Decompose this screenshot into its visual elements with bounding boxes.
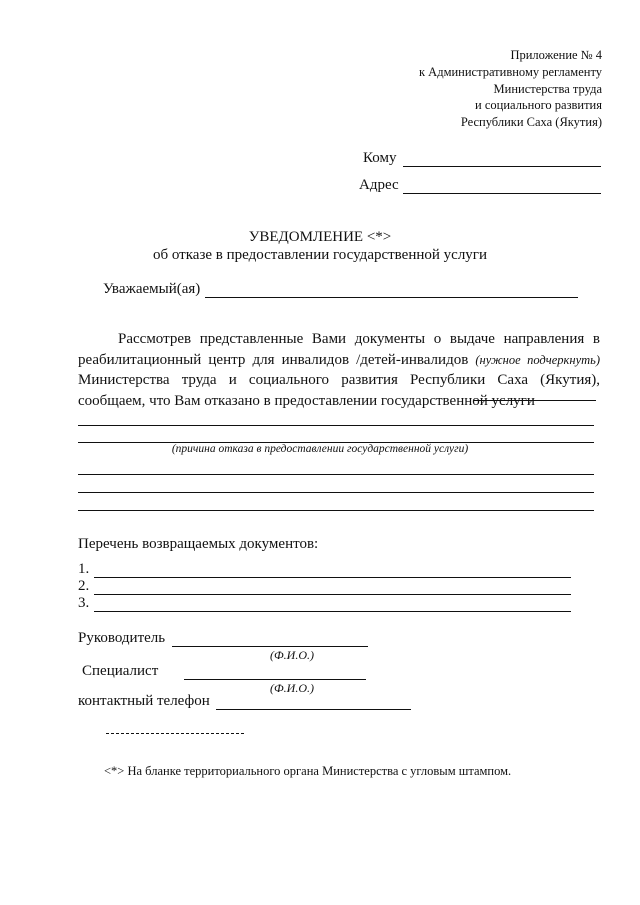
returned-docs-title: Перечень возвращаемых документов: [78,536,319,552]
head-fio-caption: (Ф.И.О.) [270,648,314,662]
appendix-header [419,47,602,131]
appendix-ministry-cont: и социального развития [475,98,602,113]
returned-doc-number: 1. [78,561,90,577]
footnote-text: <*> На бланке территориального органа Министерства с угловым штампом. [104,764,512,778]
body-paragraph [78,329,600,411]
address-label: Адрес [359,177,399,193]
appendix-number: Приложение № 4 [510,48,602,62]
to-field[interactable] [403,166,601,167]
specialist-name-field[interactable] [184,679,366,680]
footnote-separator [106,733,244,734]
returned-doc-field[interactable] [94,594,571,595]
greeting-label: Уважаемый(ая) [103,281,201,297]
document-title: УВЕДОМЛЕНИЕ <*> [248,229,392,245]
phone-label: контактный телефон [78,693,210,709]
address-field[interactable] [403,193,601,194]
body-italic-note: (нужное подчеркнуть) [475,352,600,367]
head-label: Руководитель [78,630,166,646]
recipient-name-field[interactable] [205,297,578,298]
body-text-part2: Министерства труда и социального развития Республики Саха (Якутия), сообщаем, что Вам отказано в предоставлении государственной услуги [78,372,600,409]
service-field[interactable] [474,400,596,401]
document-subtitle: об отказе в предоставлении государственной услуги [152,247,487,263]
reason-line-4[interactable] [78,492,594,493]
to-label: Кому [363,150,397,166]
appendix-regulation: к Административному регламенту [418,64,602,79]
specialist-label: Специалист [82,663,159,679]
appendix-ministry: Министерства труда [493,81,602,96]
head-name-field[interactable] [172,646,368,647]
phone-field[interactable] [216,709,411,710]
returned-doc-field[interactable] [94,577,571,578]
reason-line-3[interactable] [78,474,594,475]
reason-line-1[interactable] [78,425,594,426]
reason-caption: (причина отказа в предоставлении государственной услуги) [171,443,469,455]
returned-doc-number: 3. [78,595,90,611]
returned-doc-number: 2. [78,578,90,594]
returned-doc-field[interactable] [94,611,571,612]
reason-line-5[interactable] [78,510,594,511]
specialist-fio-caption: (Ф.И.О.) [270,681,314,695]
appendix-republic: Республики Саха (Якутия) [460,115,602,130]
body-text-part1: Рассмотрев представленные Вами документы о выдаче направления в реабилитационный центр для инвалидов /детей-инвалидов [78,331,600,368]
